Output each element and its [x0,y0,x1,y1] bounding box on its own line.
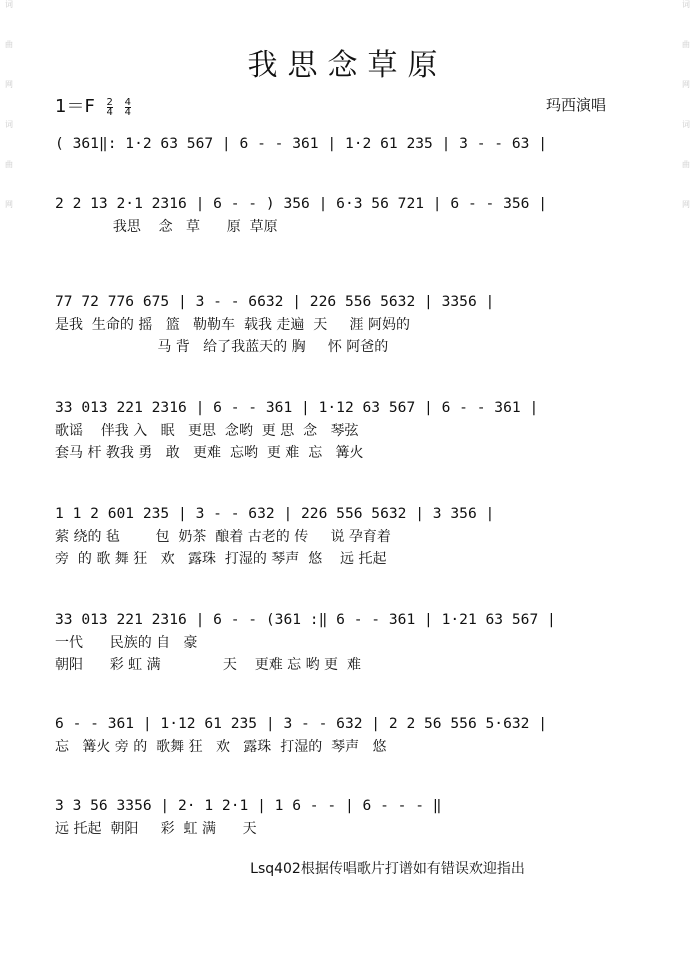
key-signature [55,92,131,118]
score-system-2 [55,194,645,238]
score-system-3 [55,292,645,358]
score-system-5 [55,504,645,570]
time-signature-b: $\frac{4}{4}$ [124,96,132,118]
lyrics-line: 我思 念 草 原 草原 [55,219,278,235]
score-system-1 [55,134,645,156]
notation-line: 33 013 221 2316 | 6 - - 361 | 1·12 63 567 | 6 - - 361 | [55,399,539,416]
lyrics-line: 套马 杆 教我 勇 敢 更难 忘哟 更 难 忘 篝火 [55,445,364,461]
notation-line: 6 - - 361 | 1·12 61 235 | 3 - - 632 | 2 2 56 556 5·632 | [55,715,548,732]
score-system-8 [55,796,645,840]
watermark-left: 词 曲 网 词 曲 网 [5,0,13,209]
transcriber-credit: Lsq402根据传唱歌片打谱如有错误欢迎指出 [250,861,525,877]
watermark-right: 词 曲 网 词 曲 网 [682,0,690,209]
lyrics-line: 朝阳 彩 虹 满 天 更难 忘 哟 更 难 [55,657,361,673]
notation-line: 1 1 2 601 235 | 3 - - 632 | 226 556 5632 | 3 356 | [55,505,495,522]
notation-line: 77 72 776 675 | 3 - - 6632 | 226 556 5632 | 3356 | [55,293,495,310]
notation-line: ( 361‖: 1·2 63 567 | 6 - - 361 | 1·2 61 235 | 3 - - 63 | [55,135,548,152]
lyrics-line: 忘 篝火 旁 的 歌舞 狂 欢 露珠 打湿的 琴声 悠 [55,739,387,755]
notation-line: 2 2 13 2·1 2316 | 6 - - ) 356 | 6·3 56 721 | 6 - - 356 | [55,195,548,212]
lyrics-line: 萦 绕的 毡 包 奶茶 酿着 古老的 传 说 孕育着 [55,529,391,545]
lyrics-line: 旁 的 歌 舞 狂 欢 露珠 打湿的 琴声 悠 远 托起 [55,551,387,567]
notation-line: 3 3 56 3356 | 2· 1 2·1 | 1 6 - - | 6 - - - ‖ [55,797,442,814]
score-system-7 [55,714,645,758]
lyrics-line: 马 背 给了我蓝天的 胸 怀 阿爸的 [55,339,389,355]
page-title: 我思念草原 [247,48,448,83]
lyrics-line: 歌谣 伴我 入 眠 更思 念哟 更 思 念 琴弦 [55,423,359,439]
lyrics-line: 一代 民族的 自 豪 [55,635,198,651]
lyrics-line: 是我 生命的 摇 篮 勒勒车 载我 走遍 天 涯 阿妈的 [55,317,411,333]
lyrics-line: 远 托起 朝阳 彩 虹 满 天 [55,821,257,837]
singer-credit: 玛西演唱 [546,96,607,114]
time-signature-a: $\frac{2}{4}$ [106,96,113,118]
notation-line: 33 013 221 2316 | 6 - - (361 :‖ 6 - - 361 | 1·21 63 567 | [55,611,556,628]
key-label: 1＝F [55,96,95,117]
score-system-6 [55,610,645,676]
score-system-4 [55,398,645,464]
